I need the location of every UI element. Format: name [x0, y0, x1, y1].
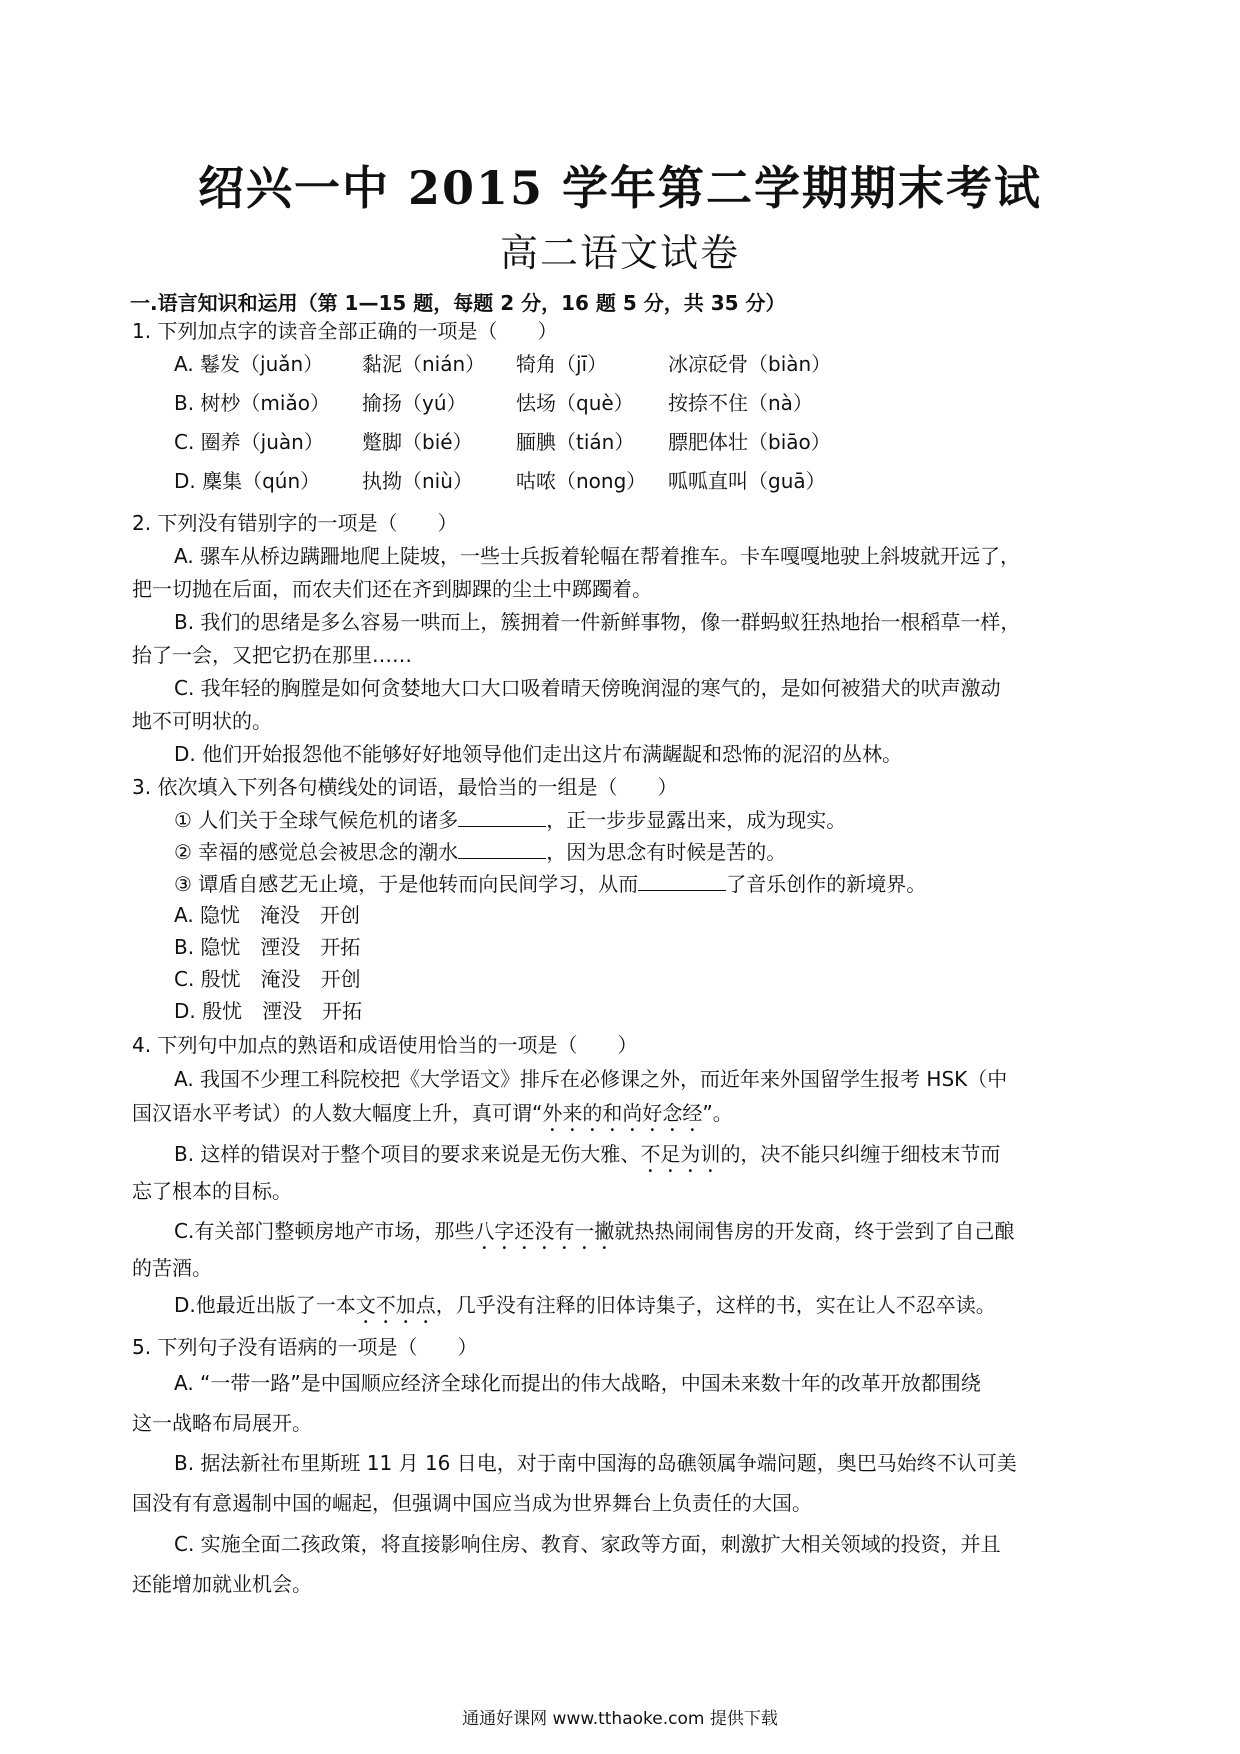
- q3-sentence-1: [174, 806, 846, 833]
- q3-sentence-2-start: ② 幸福的感觉总会被思念的潮水: [174, 840, 459, 864]
- dotted-phrase: 外来的和尚好念经: [542, 1101, 703, 1125]
- q3-sentence-1-end: ，正一步步显露出来，成为现实。: [546, 808, 847, 832]
- q1-option-a-3: 犄角（jī）: [516, 352, 608, 376]
- q3-sentence-3-end: 了音乐创作的新境界。: [726, 872, 927, 896]
- fill-blank: [638, 870, 726, 891]
- q4-b-text-end: 的，决不能只纠缠于细枝末节而: [720, 1142, 1001, 1166]
- q3-sentence-3: [174, 870, 926, 897]
- q1-option-c-2: 蹩脚（bié）: [362, 430, 473, 454]
- q4-option-d: [174, 1292, 996, 1328]
- q3-sentence-3-start: ③ 谭盾自感艺无止境，于是他转而向民间学习，从而: [174, 872, 639, 896]
- q1-option-a-2: 黏泥（nián）: [362, 352, 486, 376]
- fill-blank: [458, 838, 546, 859]
- q1-option-c-1: C. 圈养（juàn）: [174, 430, 324, 454]
- q1-option-a-1: A. 鬈发（juǎn）: [174, 352, 324, 376]
- q4-b-text: B. 这样的错误对于整个项目的要求来说是无伤大雅、: [174, 1142, 641, 1166]
- q4-d-text-end: ，几乎没有注释的旧体诗集子，这样的书，实在让人不忍卒读。: [435, 1293, 996, 1317]
- q1-option-d-1: D. 麇集（qún）: [174, 469, 321, 493]
- q4-option-b: [174, 1141, 1000, 1177]
- q1-option-b-3: 怯场（què）: [516, 391, 634, 415]
- q4-c-text: C.有关部门整顿房地产市场，那些: [174, 1219, 475, 1243]
- section-heading: 一.语言知识和运用（第 1—15 题，每题 2 分，16 题 5 分，共 35 分）: [130, 291, 786, 315]
- q1-option-b-2: 揄扬（yú）: [362, 391, 467, 415]
- page-title: 绍兴一中 2015 学年第二学期期末考试: [197, 161, 1043, 215]
- q1-option-d-3: 咕哝（nong）: [516, 469, 647, 493]
- q3-option-a: A. 隐忧 淹没 开创: [174, 903, 361, 927]
- q3-sentence-1-start: ① 人们关于全球气候危机的诸多: [174, 808, 459, 832]
- q1-option-d-4: 呱呱直叫（guā）: [668, 469, 826, 493]
- q4-c-text-end: 就热热闹闹售房的开发商，终于尝到了自己酿: [614, 1219, 1015, 1243]
- question-3-stem: 3. 依次填入下列各句横线处的词语，最恰当的一组是（ ）: [132, 775, 678, 799]
- q3-sentence-2-end: ，因为思念有时候是苦的。: [546, 840, 787, 864]
- q1-option-b-1: B. 树杪（miǎo）: [174, 391, 330, 415]
- dotted-phrase: 八字还没有一撇: [474, 1219, 615, 1243]
- q5-option-c: C. 实施全面二孩政策，将直接影响住房、教育、家政等方面，刺激扩大相关领域的投资，并且: [174, 1532, 1001, 1556]
- q2-option-a: A. 骡车从桥边蹒跚地爬上陡坡，一些士兵扳着轮幅在帮着推车。卡车嘎嘎地驶上斜坡就开远了，: [174, 544, 1021, 568]
- q2-option-c-cont: 地不可明状的。: [132, 709, 272, 733]
- page-subtitle: 高二语文试卷: [499, 231, 740, 275]
- q3-sentence-2: [174, 838, 786, 865]
- q1-option-c-4: 膘肥体壮（biāo）: [668, 430, 831, 454]
- question-4-stem: 4. 下列句中加点的熟语和成语使用恰当的一项是（ ）: [132, 1033, 638, 1057]
- q2-option-b-cont: 抬了一会，又把它扔在那里……: [132, 643, 412, 667]
- page-footer: 通通好课网 www.tthaoke.com 提供下载: [462, 1709, 778, 1729]
- question-1-stem: 1. 下列加点字的读音全部正确的一项是（ ）: [132, 319, 558, 343]
- dotted-phrase: 不足为训: [640, 1142, 721, 1166]
- q5-option-a-cont: 这一战略布局展开。: [132, 1411, 312, 1435]
- q4-option-c: [174, 1218, 1014, 1254]
- question-2-stem: 2. 下列没有错别字的一项是（ ）: [132, 511, 458, 535]
- q5-option-b: B. 据法新社布里斯班 11 月 16 日电，对于南中国海的岛礁领属争端问题，奥巴马始终不认可美: [174, 1451, 1017, 1475]
- question-5-stem: 5. 下列句子没有语病的一项是（ ）: [132, 1335, 478, 1359]
- q3-option-c: C. 殷忧 淹没 开创: [174, 967, 361, 991]
- dotted-phrase: 文不加点: [355, 1293, 436, 1317]
- q2-option-a-cont: 把一切抛在后面，而农夫们还在齐到脚踝的尘土中踯躅着。: [132, 577, 652, 601]
- q5-option-b-cont: 国没有有意遏制中国的崛起，但强调中国应当成为世界舞台上负责任的大国。: [132, 1491, 812, 1515]
- q1-option-d-2: 执拗（niù）: [362, 469, 473, 493]
- q4-option-c-cont: 的苦酒。: [132, 1256, 212, 1280]
- fill-blank: [458, 806, 546, 827]
- q4-option-a-cont: [132, 1100, 733, 1136]
- q5-option-c-cont: 还能增加就业机会。: [132, 1572, 312, 1596]
- q3-option-b: B. 隐忧 湮没 开拓: [174, 935, 361, 959]
- q1-option-b-4: 按捺不住（nà）: [668, 391, 813, 415]
- q1-option-a-4: 冰凉砭骨（biàn）: [668, 352, 832, 376]
- q2-option-d: D. 他们开始报怨他不能够好好地领导他们走出这片布满龌龊和恐怖的泥沼的丛林。: [174, 742, 903, 766]
- q4-d-text: D.他最近出版了一本: [174, 1293, 356, 1317]
- q4-option-b-cont: 忘了根本的目标。: [132, 1179, 292, 1203]
- q4-a-text-end: ”。: [702, 1101, 733, 1125]
- q3-option-d: D. 殷忧 湮没 开拓: [174, 999, 363, 1023]
- q2-option-c: C. 我年轻的胸膛是如何贪婪地大口大口吸着晴天傍晚润湿的寒气的，是如何被猎犬的吠声激动: [174, 676, 1001, 700]
- q1-option-c-3: 腼腆（tián）: [516, 430, 635, 454]
- q4-a-text: 国汉语水平考试）的人数大幅度上升，真可谓“: [132, 1101, 543, 1125]
- q2-option-b: B. 我们的思绪是多么容易一哄而上，簇拥着一件新鲜事物，像一群蚂蚁狂热地抬一根稻草一样，: [174, 610, 1021, 634]
- q5-option-a: A. “一带一路”是中国顺应经济全球化而提出的伟大战略，中国未来数十年的改革开放都围绕: [174, 1371, 981, 1395]
- q4-option-a: A. 我国不少理工科院校把《大学语文》排斥在必修课之外，而近年来外国留学生报考 HSK（中: [174, 1067, 1008, 1091]
